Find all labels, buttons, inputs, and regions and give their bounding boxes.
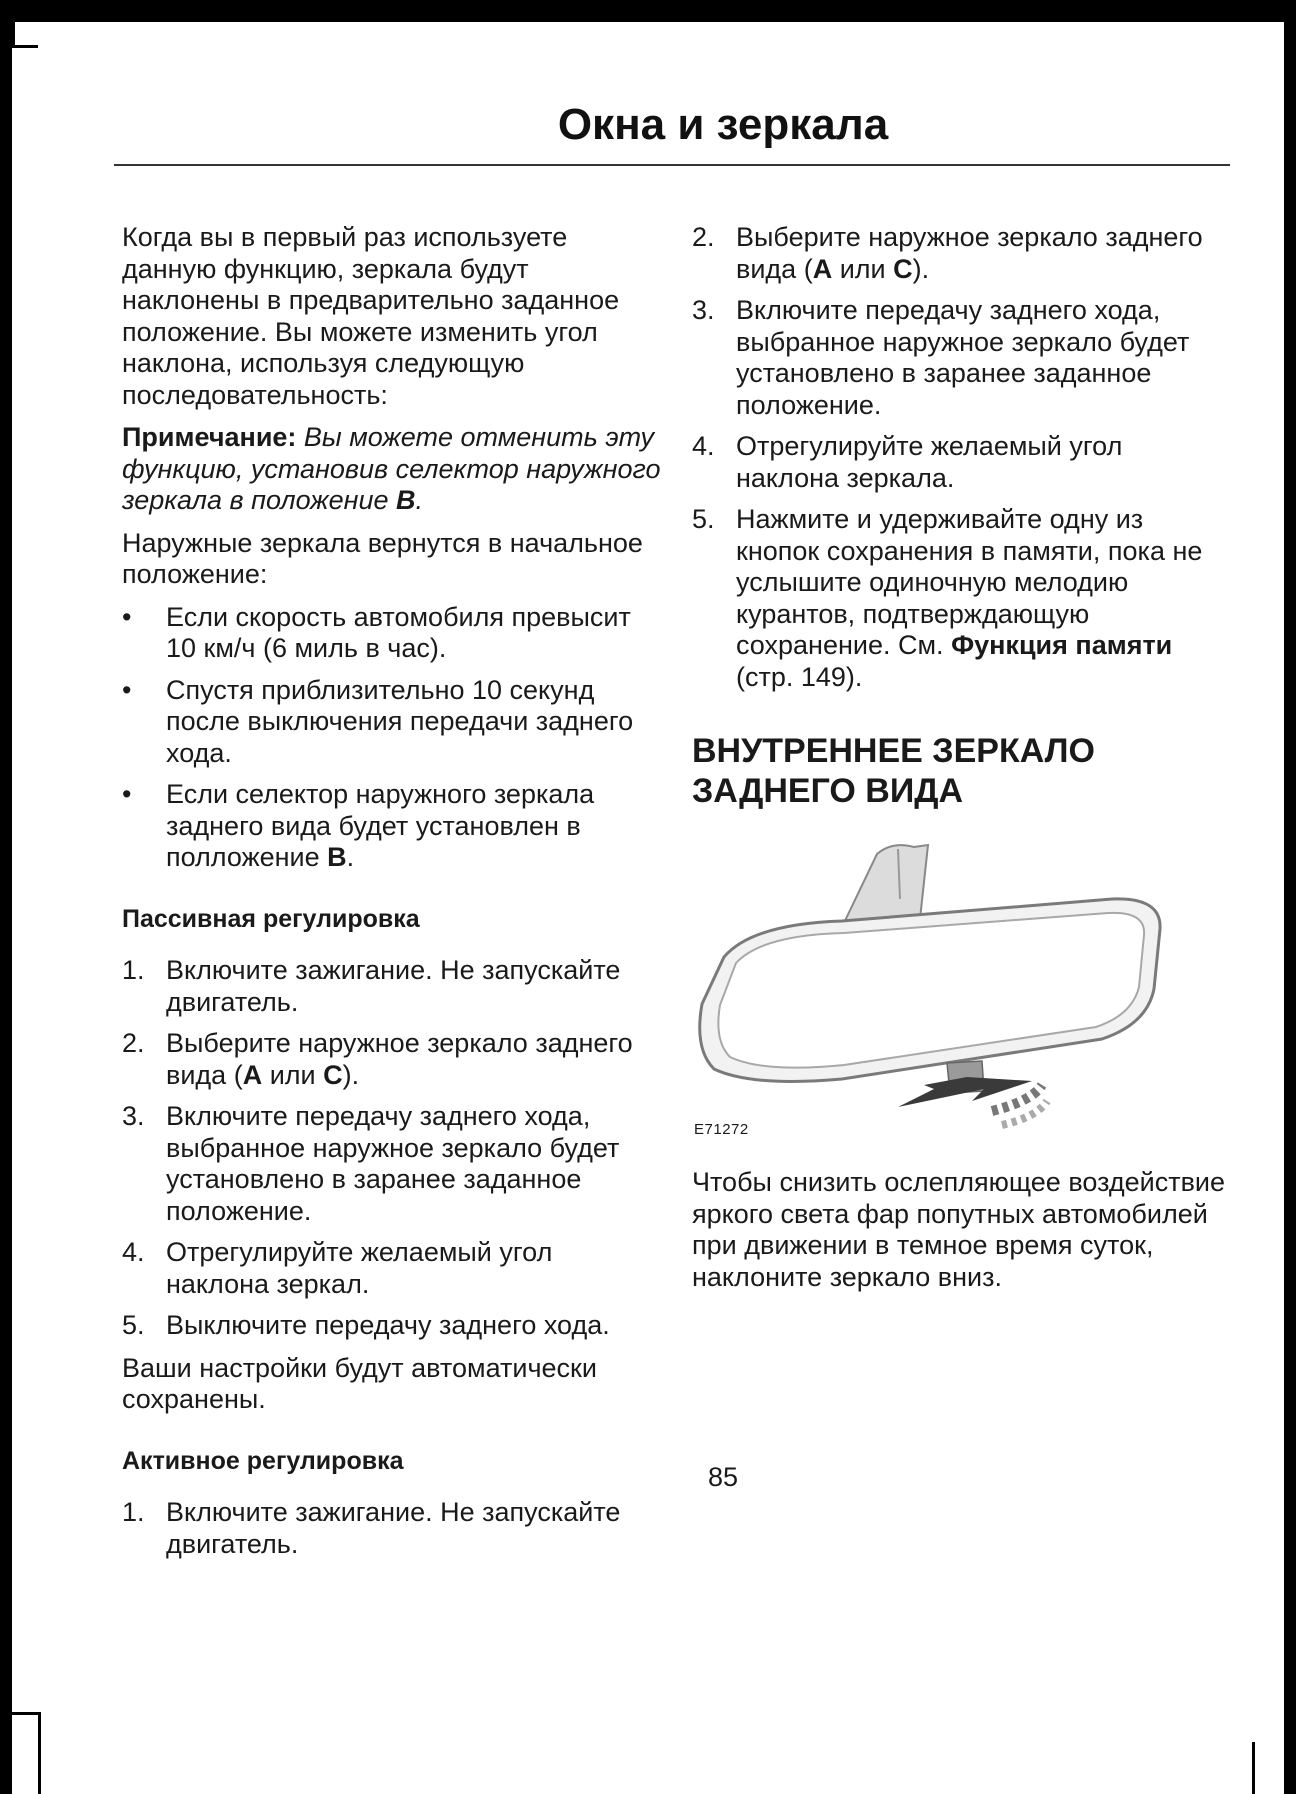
rearview-mirror-image <box>692 839 1162 1149</box>
step-end: (стр. 149). <box>736 661 863 692</box>
step-end: ). <box>912 253 930 284</box>
note-letter: B <box>396 485 416 515</box>
step-number: 3. <box>122 1101 145 1131</box>
step-number: 5. <box>692 504 715 534</box>
step-number: 3. <box>692 295 715 325</box>
step-text: Включите передачу заднего хода, выбранное наружное зеркало будет установлено в заранее заданное положение. <box>166 1101 620 1226</box>
page-number: 85 <box>707 1462 739 1492</box>
list-item-end: . <box>346 842 355 872</box>
step-item <box>122 1101 662 1227</box>
step-number: 5. <box>122 1310 145 1340</box>
section-heading <box>692 731 1232 811</box>
saved-paragraph: Ваши настройки будут автоматически сохранены. <box>122 1352 597 1414</box>
step-mid: или <box>262 1059 324 1090</box>
list-item <box>122 675 662 770</box>
step-number: 4. <box>692 431 715 461</box>
note-end: . <box>415 485 424 515</box>
step-item <box>692 431 1232 494</box>
figure-code: E71272 <box>694 1120 749 1138</box>
step-number: 1. <box>122 955 145 985</box>
step-text: Включите передачу заднего хода, выбранное наружное зеркало будет установлено в заранее заданное положение. <box>736 295 1190 420</box>
section-heading-line: ВНУТРЕННЕЕ ЗЕРКАЛО <box>692 732 1095 770</box>
step-text: Включите зажигание. Не запускайте двигатель. <box>166 955 621 1017</box>
dimming-paragraph: Чтобы снизить ослепляющее воздействие яркого света фар попутных автомобилей при движении в темное время суток, наклоните зеркало вниз. <box>692 1167 1226 1292</box>
step-bold-c: C <box>893 253 913 284</box>
step-text: Включите зажигание. Не запускайте двигатель. <box>166 1497 621 1559</box>
crop-mark <box>38 1712 41 1794</box>
list-item <box>122 779 662 874</box>
passive-heading: Пассивная регулировка <box>122 904 420 933</box>
list-item-text: Если селектор наружного зеркала заднего вида будет установлен в полложение <box>166 779 595 872</box>
step-text: Выберите наружное зеркало заднего вида ( <box>166 1028 633 1090</box>
step-number: 1. <box>122 1497 145 1527</box>
list-item-text: Спустя приблизительно 10 секунд после выключения передачи заднего хода. <box>166 674 634 768</box>
note-label: Примечание: <box>122 422 297 452</box>
section-heading-line: ЗАДНЕГО ВИДА <box>692 772 964 810</box>
return-conditions-list <box>122 602 662 874</box>
bullet-marker: • <box>122 674 132 705</box>
active-steps-list <box>122 1497 662 1560</box>
step-item <box>692 295 1232 421</box>
right-column <box>692 222 1232 1304</box>
bullet-marker: • <box>122 779 132 809</box>
title-divider <box>114 164 1230 166</box>
step-mid: или <box>832 253 894 284</box>
step-end: ). <box>342 1059 360 1090</box>
step-bold-a: A <box>242 1059 263 1090</box>
left-column <box>122 222 662 1571</box>
intro-paragraph: Когда вы в первый раз используете данную функцию, зеркала будут наклонены в предварительно заданное положение. Вы можете изменить угол наклона, используя следующую последовательность: <box>122 222 620 410</box>
page-title: Окна и зеркала <box>557 100 889 149</box>
step-item <box>122 1497 662 1560</box>
step-item <box>692 222 1232 285</box>
active-steps-continued-list <box>692 222 1232 693</box>
step-text: Отрегулируйте желаемый угол наклона зеркал. <box>166 1237 553 1299</box>
crop-mark <box>1252 1742 1255 1794</box>
rearview-mirror-illustration <box>692 839 1162 1149</box>
step-item <box>122 1028 662 1091</box>
step-text: Отрегулируйте желаемый угол наклона зеркала. <box>736 431 1123 493</box>
step-text: Нажмите и удерживайте одну из кнопок сохранения в памяти, пока не услышите одиночную мелодию курантов, подтверждающую сохранение. См. <box>736 504 1203 660</box>
active-heading: Активное регулировка <box>122 1446 404 1475</box>
manual-page <box>12 22 1284 1794</box>
step-item <box>122 1237 662 1300</box>
step-text: Выберите наружное зеркало заднего вида ( <box>736 222 1203 284</box>
step-item <box>692 504 1232 693</box>
list-item-text: Если скорость автомобиля превысит 10 км/ч (6 миль в час). <box>166 601 631 663</box>
crop-mark <box>12 1712 38 1715</box>
list-item-bold: B <box>327 842 347 872</box>
return-paragraph: Наружные зеркала вернутся в начальное положение: <box>122 527 643 589</box>
passive-steps-list <box>122 955 662 1342</box>
step-text: Выключите передачу заднего хода. <box>166 1310 610 1340</box>
memory-function-reference[interactable]: Функция памяти <box>951 630 1173 660</box>
step-item <box>122 1310 662 1342</box>
crop-mark <box>12 45 38 48</box>
step-item <box>122 955 662 1018</box>
step-bold-a: A <box>812 253 833 284</box>
note-paragraph <box>122 422 662 517</box>
step-number: 4. <box>122 1237 145 1267</box>
step-bold-c: C <box>323 1059 343 1090</box>
note-text: Вы можете отменить эту функцию, установив селектор наружного зеркала в положение <box>122 422 661 515</box>
step-number: 2. <box>122 1028 145 1058</box>
list-item <box>122 602 662 665</box>
bullet-marker: • <box>122 601 132 632</box>
step-number: 2. <box>692 222 715 252</box>
